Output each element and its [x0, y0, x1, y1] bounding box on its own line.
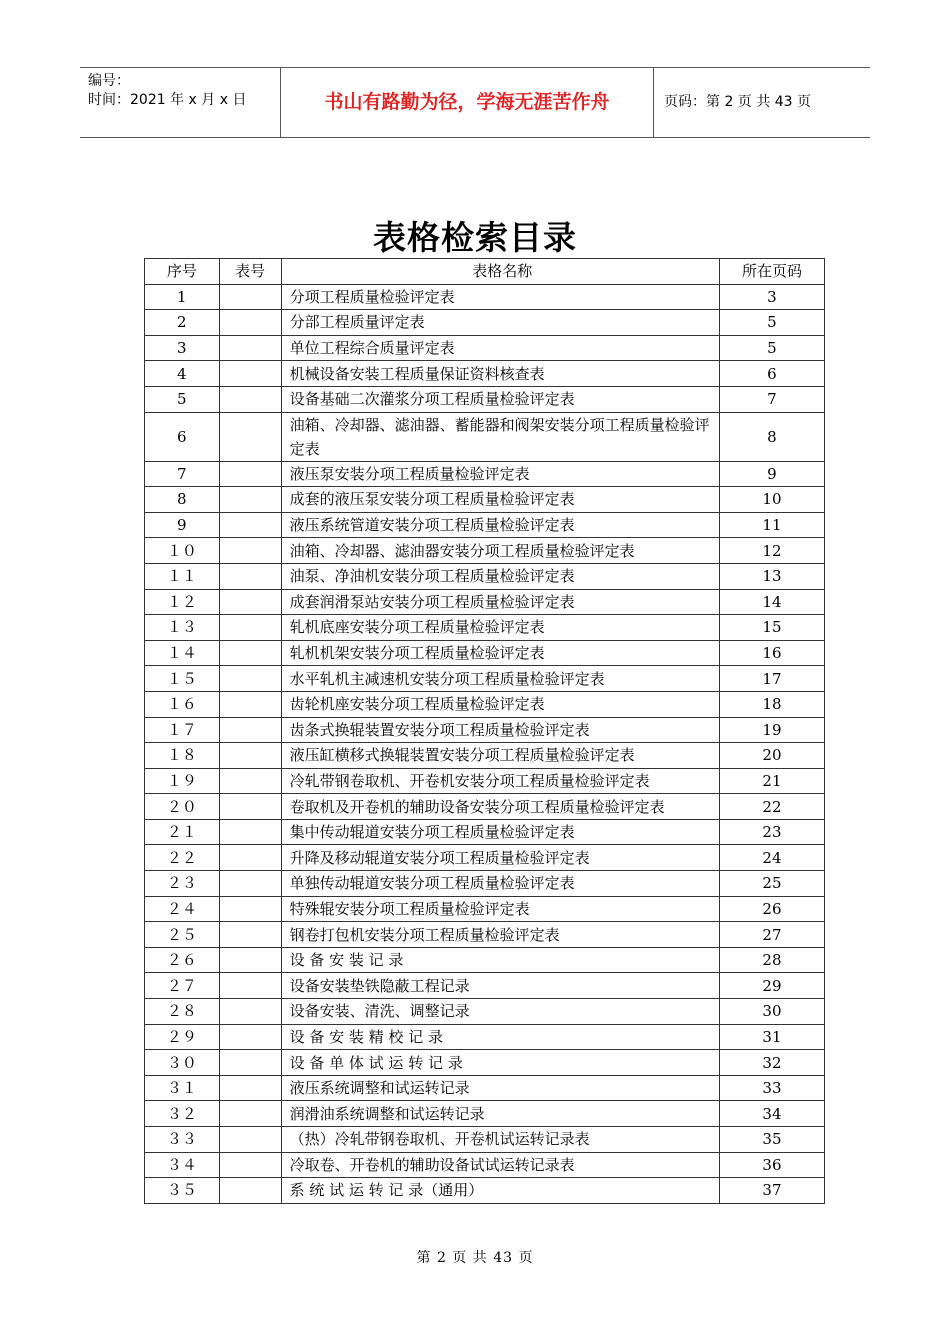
row-name: 设 备 安 装 精 校 记 录 — [281, 1024, 719, 1050]
table-row — [145, 1075, 825, 1101]
table-row — [145, 1178, 825, 1204]
row-number: １４ — [145, 640, 220, 666]
table-row — [145, 999, 825, 1025]
row-page: 23 — [719, 819, 824, 845]
row-name: 轧机机架安装分项工程质量检验评定表 — [281, 640, 719, 666]
row-number: ３３ — [145, 1127, 220, 1153]
row-code — [219, 871, 281, 897]
page-footer: 第 2 页 共 43 页 — [416, 1250, 534, 1266]
table-row — [145, 615, 825, 641]
table-row — [145, 386, 825, 412]
table-row — [145, 922, 825, 948]
row-number: １９ — [145, 768, 220, 794]
table-row — [145, 717, 825, 743]
table-row — [145, 284, 825, 310]
row-number: １１ — [145, 563, 220, 589]
page-header — [80, 67, 870, 138]
row-name: 冷取卷、开卷机的辅助设备试试运转记录表 — [281, 1152, 719, 1178]
table-row — [145, 512, 825, 538]
row-name: 轧机底座安装分项工程质量检验评定表 — [281, 615, 719, 641]
row-page: 27 — [719, 922, 824, 948]
row-number: 5 — [145, 386, 220, 412]
row-name: 单位工程综合质量评定表 — [281, 335, 719, 361]
row-name: 分部工程质量评定表 — [281, 310, 719, 336]
header-divider — [653, 68, 654, 137]
row-name: 设 备 安 装 记 录 — [281, 947, 719, 973]
row-number: ２２ — [145, 845, 220, 871]
row-code — [219, 717, 281, 743]
row-name: 油箱、冷却器、滤油器、蓄能器和阀架安装分项工程质量检验评定表 — [281, 412, 719, 461]
row-name: 成套的液压泵安装分项工程质量检验评定表 — [281, 487, 719, 513]
row-page: 6 — [719, 361, 824, 387]
document-number-label: 编号： — [88, 73, 130, 89]
row-code — [219, 691, 281, 717]
row-code — [219, 615, 281, 641]
row-code — [219, 947, 281, 973]
row-number: ３１ — [145, 1075, 220, 1101]
row-number: 4 — [145, 361, 220, 387]
row-number: 8 — [145, 487, 220, 513]
row-code — [219, 1152, 281, 1178]
index-table — [144, 258, 825, 1204]
table-row — [145, 1127, 825, 1153]
row-name: 卷取机及开卷机的辅助设备安装分项工程质量检验评定表 — [281, 794, 719, 820]
row-page: 8 — [719, 412, 824, 461]
table-row — [145, 819, 825, 845]
row-name: 油泵、净油机安装分项工程质量检验评定表 — [281, 563, 719, 589]
table-row — [145, 666, 825, 692]
row-name: 钢卷打包机安装分项工程质量检验评定表 — [281, 922, 719, 948]
row-number: ２３ — [145, 871, 220, 897]
row-number: ３２ — [145, 1101, 220, 1127]
row-number: ３０ — [145, 1050, 220, 1076]
table-row — [145, 1050, 825, 1076]
row-page: 12 — [719, 538, 824, 564]
column-header-page: 所在页码 — [719, 259, 824, 285]
column-header-name: 表格名称 — [281, 259, 719, 285]
row-code — [219, 1101, 281, 1127]
row-page: 37 — [719, 1178, 824, 1204]
row-page: 24 — [719, 845, 824, 871]
row-code — [219, 819, 281, 845]
row-page: 22 — [719, 794, 824, 820]
row-number: 3 — [145, 335, 220, 361]
row-code — [219, 512, 281, 538]
row-name: 液压系统管道安装分项工程质量检验评定表 — [281, 512, 719, 538]
row-page: 10 — [719, 487, 824, 513]
row-code — [219, 563, 281, 589]
row-code — [219, 538, 281, 564]
table-row — [145, 361, 825, 387]
row-name: 设 备 单 体 试 运 转 记 录 — [281, 1050, 719, 1076]
row-number: ２０ — [145, 794, 220, 820]
table-row — [145, 743, 825, 769]
row-name: 机械设备安装工程质量保证资料核查表 — [281, 361, 719, 387]
row-code — [219, 922, 281, 948]
row-name: 润滑油系统调整和试运转记录 — [281, 1101, 719, 1127]
table-header-row — [145, 259, 825, 285]
row-name: 特殊辊安装分项工程质量检验评定表 — [281, 896, 719, 922]
row-page: 31 — [719, 1024, 824, 1050]
table-row — [145, 947, 825, 973]
row-page: 25 — [719, 871, 824, 897]
row-number: ２６ — [145, 947, 220, 973]
table-row — [145, 461, 825, 487]
table-row — [145, 335, 825, 361]
row-code — [219, 743, 281, 769]
row-name: 升降及移动辊道安装分项工程质量检验评定表 — [281, 845, 719, 871]
row-page: 36 — [719, 1152, 824, 1178]
row-number: １８ — [145, 743, 220, 769]
row-number: １５ — [145, 666, 220, 692]
row-code — [219, 589, 281, 615]
row-name: 齿轮机座安装分项工程质量检验评定表 — [281, 691, 719, 717]
row-number: １２ — [145, 589, 220, 615]
table-row — [145, 691, 825, 717]
row-code — [219, 768, 281, 794]
row-number: １０ — [145, 538, 220, 564]
row-name: 成套润滑泵站安装分项工程质量检验评定表 — [281, 589, 719, 615]
row-name: 油箱、冷却器、滤油器安装分项工程质量检验评定表 — [281, 538, 719, 564]
row-code — [219, 335, 281, 361]
row-page: 29 — [719, 973, 824, 999]
row-number: １７ — [145, 717, 220, 743]
row-page: 14 — [719, 589, 824, 615]
row-page: 16 — [719, 640, 824, 666]
row-code — [219, 1050, 281, 1076]
row-code — [219, 794, 281, 820]
row-number: ３５ — [145, 1178, 220, 1204]
column-header-code: 表号 — [219, 259, 281, 285]
row-code — [219, 999, 281, 1025]
header-meta — [88, 72, 278, 110]
row-number: ３４ — [145, 1152, 220, 1178]
row-number: ２９ — [145, 1024, 220, 1050]
table-row — [145, 768, 825, 794]
row-name: 液压缸横移式换辊装置安装分项工程质量检验评定表 — [281, 743, 719, 769]
row-page: 28 — [719, 947, 824, 973]
table-row — [145, 412, 825, 461]
row-number: 7 — [145, 461, 220, 487]
table-row — [145, 310, 825, 336]
row-name: 单独传动辊道安装分项工程质量检验评定表 — [281, 871, 719, 897]
row-number: １３ — [145, 615, 220, 641]
row-page: 19 — [719, 717, 824, 743]
row-name: 液压泵安装分项工程质量检验评定表 — [281, 461, 719, 487]
row-name: 集中传动辊道安装分项工程质量检验评定表 — [281, 819, 719, 845]
row-page: 34 — [719, 1101, 824, 1127]
table-row — [145, 538, 825, 564]
table-row — [145, 1101, 825, 1127]
row-page: 20 — [719, 743, 824, 769]
table-row — [145, 487, 825, 513]
row-page: 21 — [719, 768, 824, 794]
row-number: ２１ — [145, 819, 220, 845]
row-code — [219, 461, 281, 487]
row-number: 1 — [145, 284, 220, 310]
row-page: 17 — [719, 666, 824, 692]
table-row — [145, 896, 825, 922]
table-row — [145, 973, 825, 999]
row-code — [219, 412, 281, 461]
header-page-info: 页码：第 2 页 共 43 页 — [664, 94, 811, 110]
row-code — [219, 845, 281, 871]
header-motto: 书山有路勤为径，学海无涯苦作舟 — [324, 91, 610, 113]
row-name: 齿条式换辊装置安装分项工程质量检验评定表 — [281, 717, 719, 743]
row-number: ２７ — [145, 973, 220, 999]
row-code — [219, 1075, 281, 1101]
row-code — [219, 1024, 281, 1050]
row-name: 设备安装、清洗、调整记录 — [281, 999, 719, 1025]
row-page: 33 — [719, 1075, 824, 1101]
row-code — [219, 1127, 281, 1153]
table-row — [145, 794, 825, 820]
table-row — [145, 1152, 825, 1178]
row-page: 9 — [719, 461, 824, 487]
row-number: １６ — [145, 691, 220, 717]
row-page: 32 — [719, 1050, 824, 1076]
row-number: 9 — [145, 512, 220, 538]
row-number: 2 — [145, 310, 220, 336]
page-title: 表格检索目录 — [373, 218, 577, 257]
row-name: 水平轧机主减速机安装分项工程质量检验评定表 — [281, 666, 719, 692]
row-code — [219, 1178, 281, 1204]
table-row — [145, 871, 825, 897]
row-page: 11 — [719, 512, 824, 538]
row-code — [219, 896, 281, 922]
row-page: 15 — [719, 615, 824, 641]
row-page: 13 — [719, 563, 824, 589]
row-page: 18 — [719, 691, 824, 717]
row-name: 系 统 试 运 转 记 录（通用） — [281, 1178, 719, 1204]
row-name: 分项工程质量检验评定表 — [281, 284, 719, 310]
row-page: 7 — [719, 386, 824, 412]
row-number: 6 — [145, 412, 220, 461]
row-name: 设备基础二次灌浆分项工程质量检验评定表 — [281, 386, 719, 412]
row-page: 35 — [719, 1127, 824, 1153]
row-number: ２４ — [145, 896, 220, 922]
row-code — [219, 386, 281, 412]
table-row — [145, 589, 825, 615]
table-row — [145, 563, 825, 589]
row-name: 液压系统调整和试运转记录 — [281, 1075, 719, 1101]
row-code — [219, 361, 281, 387]
row-name: 设备安装垫铁隐蔽工程记录 — [281, 973, 719, 999]
row-code — [219, 640, 281, 666]
column-header-no: 序号 — [145, 259, 220, 285]
row-code — [219, 310, 281, 336]
row-number: ２８ — [145, 999, 220, 1025]
row-page: 5 — [719, 335, 824, 361]
row-page: 26 — [719, 896, 824, 922]
row-number: ２５ — [145, 922, 220, 948]
row-code — [219, 973, 281, 999]
row-code — [219, 487, 281, 513]
table-row — [145, 845, 825, 871]
row-code — [219, 666, 281, 692]
row-name: 冷轧带钢卷取机、开卷机安装分项工程质量检验评定表 — [281, 768, 719, 794]
table-row — [145, 1024, 825, 1050]
row-page: 3 — [719, 284, 824, 310]
row-name: （热）冷轧带钢卷取机、开卷机试运转记录表 — [281, 1127, 719, 1153]
row-code — [219, 284, 281, 310]
table-row — [145, 640, 825, 666]
row-page: 30 — [719, 999, 824, 1025]
document-time-label: 时间：2021 年 x 月 x 日 — [88, 92, 247, 108]
row-page: 5 — [719, 310, 824, 336]
